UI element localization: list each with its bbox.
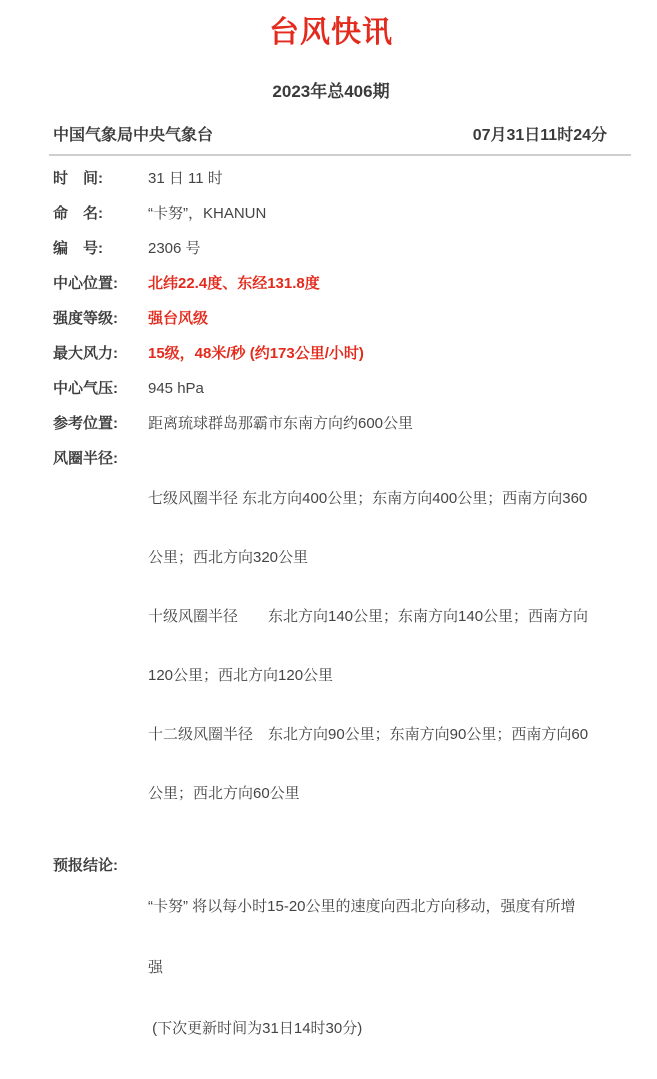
- field-row-max-wind: [53, 344, 609, 364]
- forecast-line-3: (下次更新时间为31日14时30分): [148, 1020, 363, 1037]
- agency-name: 中国气象局中央气象台: [53, 127, 214, 144]
- field-row-time: [53, 169, 609, 189]
- wind-circle-line-4: 120公里；西北方向120公里: [148, 667, 334, 684]
- field-label-wind-circle: 风圈半径:: [53, 450, 118, 467]
- field-row-intensity: [53, 309, 609, 329]
- field-value-number: 2306 号: [148, 240, 201, 257]
- issue-number: 2023年总406期: [272, 82, 390, 101]
- wind-circle-line-1: 七级风圈半径 东北方向400公里；东南方向400公里；西南方向360: [148, 490, 588, 507]
- field-label-number: 编 号:: [53, 240, 103, 257]
- wind-circle-line-6: 公里；西北方向60公里: [148, 785, 300, 802]
- field-label-intensity: 强度等级:: [53, 310, 118, 327]
- field-label-name: 命 名:: [53, 205, 103, 222]
- field-value-intensity: 强台风级: [148, 310, 209, 327]
- field-value-forecast: [148, 856, 576, 1079]
- field-value-time: 31 日 11 时: [148, 170, 223, 187]
- field-label-reference-position: 参考位置:: [53, 415, 118, 432]
- field-row-number: [53, 239, 609, 259]
- wind-circle-line-3: 十级风圈半径 东北方向140公里；东南方向140公里；西南方向: [148, 608, 589, 625]
- page-title: 台风快讯: [269, 16, 393, 49]
- field-value-wind-circle: [148, 449, 588, 843]
- field-value-reference-position: 距离琉球群岛那霸市东南方向约600公里: [148, 415, 414, 432]
- field-row-reference-position: [53, 414, 609, 434]
- field-label-max-wind: 最大风力:: [53, 345, 118, 362]
- field-row-name: [53, 204, 609, 224]
- field-value-name: “卡努”，KHANUN: [148, 205, 267, 222]
- field-label-center-pressure: 中心气压:: [53, 380, 118, 397]
- field-row-center-position: [53, 274, 609, 294]
- bulletin-fields: [53, 156, 609, 1079]
- forecast-line-2: 强: [148, 959, 164, 976]
- field-row-forecast: [53, 856, 609, 1079]
- field-label-forecast: 预报结论:: [53, 857, 118, 874]
- field-value-max-wind: 15级，48米/秒 (约173公里/小时): [148, 345, 364, 362]
- field-label-time: 时 间:: [53, 170, 103, 187]
- field-value-center-position: 北纬22.4度、东经131.8度: [148, 275, 320, 292]
- issue-datetime: 07月31日11时24分: [472, 127, 607, 144]
- field-row-wind-circle: [53, 449, 609, 843]
- field-value-center-pressure: 945 hPa: [148, 380, 204, 397]
- field-row-center-pressure: [53, 379, 609, 399]
- forecast-line-1: “卡努” 将以每小时15-20公里的速度向西北方向移动，强度有所增: [148, 898, 576, 915]
- masthead: [49, 122, 631, 156]
- wind-circle-line-5: 十二级风圈半径 东北方向90公里；东南方向90公里；西南方向60: [148, 726, 589, 743]
- field-label-center-position: 中心位置:: [53, 275, 118, 292]
- wind-circle-line-2: 公里；西北方向320公里: [148, 549, 309, 566]
